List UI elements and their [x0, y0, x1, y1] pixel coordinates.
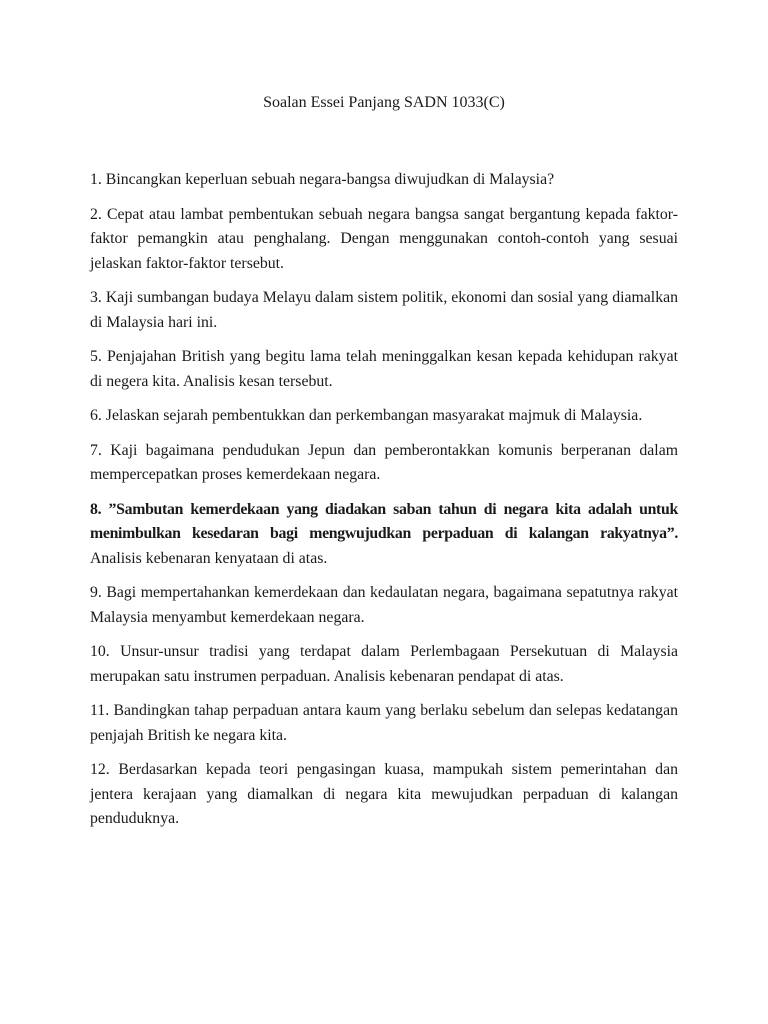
question-2: 2. Cepat atau lambat pembentukan sebuah negara bangsa sangat bergantung kepada faktor-faktor pemangkin atau penghalang. Dengan menggunakan contoh-contoh yang sesuai jelaskan faktor-faktor tersebut. [90, 205, 678, 272]
question-12: 12. Berdasarkan kepada teori pengasingan kuasa, mampukah sistem pemerintahan dan jentera kerajaan yang diamalkan di negara kita mewujudkan perpaduan di kalangan penduduknya. [90, 761, 678, 827]
question-8 [90, 498, 678, 572]
question-7: 7. Kaji bagaimana pendudukan Jepun dan pemberontakkan komunis berperanan dalam mempercepatkan proses kemerdekaan negara. [90, 441, 678, 483]
question-10: 10. Unsur-unsur tradisi yang terdapat dalam Perlembagaan Persekutuan di Malaysia merupakan satu instrumen perpaduan. Analisis kebenaran pendapat di atas. [90, 643, 678, 685]
question-11: 11. Bandingkan tahap perpaduan antara kaum yang berlaku sebelum dan selepas kedatangan penjajah British ke negara kita. [90, 702, 678, 744]
question-9: 9. Bagi mempertahankan kemerdekaan dan kedaulatan negara, bagaimana sepatutnya rakyat Malaysia menyambut kemerdekaan negara. [90, 584, 678, 626]
question-6: 6. Jelaskan sejarah pembentukkan dan perkembangan masyarakat majmuk di Malaysia. [90, 407, 643, 424]
document-title: Soalan Essei Panjang SADN 1033(C) [263, 94, 505, 111]
question-1: 1. Bincangkan keperluan sebuah negara-bangsa diwujudkan di Malaysia? [90, 171, 555, 188]
question-8-instruction: Analisis kebenaran kenyataan di atas. [90, 549, 328, 567]
question-3: 3. Kaji sumbangan budaya Melayu dalam sistem politik, ekonomi dan sosial yang diamalkan di Malaysia hari ini. [90, 289, 678, 331]
question-8-quote: 8. ”Sambutan kemerdekaan yang diadakan saban tahun di negara kita adalah untuk menimbulkan kesedaran bagi mengwujudkan perpaduan di kalangan rakyatnya”. [90, 500, 678, 542]
question-list [90, 168, 678, 842]
question-5: 5. Penjajahan British yang begitu lama telah meninggalkan kesan kepada kehidupan rakyat di negera kita. Analisis kesan tersebut. [90, 348, 678, 390]
